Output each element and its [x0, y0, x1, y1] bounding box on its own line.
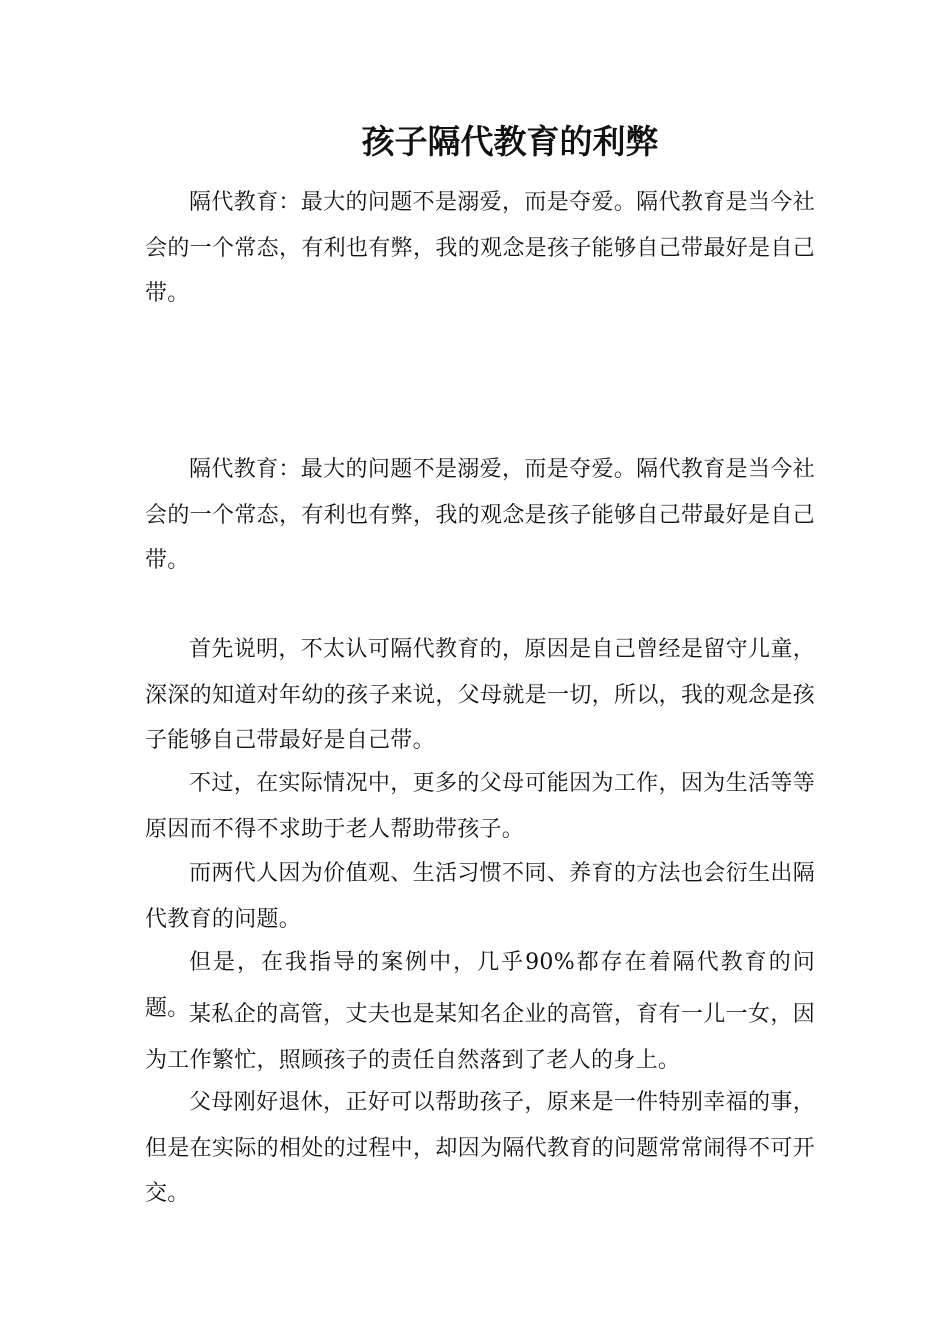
paragraph: 首先说明，不太认可隔代教育的，原因是自己曾经是留守儿童，深深的知道对年幼的孩子来说，父母就是一切，所以，我的观念是孩子能够自己带最好是自己带。	[145, 637, 815, 753]
paragraph: 而两代人因为价值观、生活习惯不同、养育的方法也会衍生出隔代教育的问题。	[145, 861, 815, 932]
paragraph: 父母刚好退休，正好可以帮助孩子，原来是一件特别幸福的事，但是在实际的相处的过程中，却因为隔代教育的问题常常闹得不可开交。	[145, 1090, 815, 1206]
paragraph: 隔代教育：最大的问题不是溺爱，而是夺爱。隔代教育是当今社会的一个常态，有利也有弊，我的观念是孩子能够自己带最好是自己带。	[145, 457, 815, 573]
document-title: 孩子隔代教育的利弊	[361, 122, 659, 161]
paragraph: 隔代教育：最大的问题不是溺爱，而是夺爱。隔代教育是当今社会的一个常态，有利也有弊，我的观念是孩子能够自己带最好是自己带。	[145, 190, 815, 306]
paragraph: 但是，在我指导的案例中，几乎90%都存在着隔代教育的问题。	[145, 950, 815, 1021]
paragraph: 不过，在实际情况中，更多的父母可能因为工作，因为生活等等原因而不得不求助于老人帮助带孩子。	[145, 771, 815, 842]
paragraph: 某私企的高管，丈夫也是某知名企业的高管，育有一儿一女，因为工作繁忙，照顾孩子的责任自然落到了老人的身上。	[145, 1002, 815, 1073]
